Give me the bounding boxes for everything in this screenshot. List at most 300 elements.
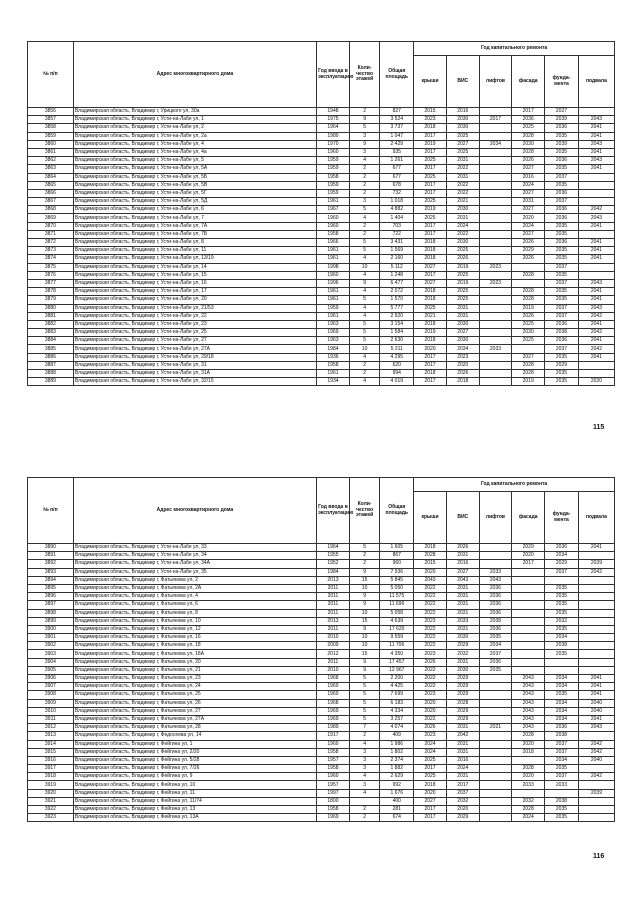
cell-area: 2 072 [380,288,414,296]
cell-facade: 2033 [512,781,545,789]
cell-lift: 2038 [479,617,512,625]
cell-area: 7 936 [380,568,414,576]
table-row [28,370,615,378]
cell-address: Владимирская область, Владимир г, Усти-на-Лабе ул, 5Б [73,173,316,181]
table-row [28,255,615,263]
cell-basement [578,806,614,814]
cell-vis: 2031 [446,593,479,601]
cell-lift [479,756,512,764]
cell-num: 3910 [28,707,74,715]
cell-basement: 2041 [578,296,614,304]
cell-year: 1917 [317,732,350,740]
cell-address: Владимирская область, Владимир г, Фатьянова ул, 20 [73,658,316,666]
cell-area: 1 404 [380,214,414,222]
cell-lift: 2035 [479,634,512,642]
table-row [28,806,615,814]
cell-basement: 2042 [578,206,614,214]
cell-address: Владимирская область, Владимир г, Усти-на-Лабе ул, 4а [73,148,316,156]
cell-basement [578,666,614,674]
cell-facade: 2025 [512,124,545,132]
cell-lift [479,560,512,568]
cell-basement [578,781,614,789]
cell-lift [479,230,512,238]
cell-lift [479,765,512,773]
cell-facade: 2029 [512,247,545,255]
cell-year: 1996 [317,279,350,287]
cell-year: 1984 [317,568,350,576]
cell-facade: 2043 [512,699,545,707]
cell-foundation: 2035 [545,181,579,189]
table-row [28,576,615,584]
cell-lift: 2036 [479,609,512,617]
cell-address: Владимирская область, Владимир г, Усти-на-Лабе ул, 2а [73,132,316,140]
cell-roof: 2019 [414,140,447,148]
cell-address: Владимирская область, Владимир г, Фейгина ул, 11 [73,789,316,797]
cell-address: Владимирская область, Владимир г, Фатьянова ул, 4 [73,593,316,601]
cell-num: 3892 [28,560,74,568]
cell-facade: 2031 [512,198,545,206]
col-vis-header: ВИС [446,56,479,108]
cell-basement [578,576,614,584]
cell-year: 1961 [317,247,350,255]
cell-floors: 9 [349,625,380,633]
cell-year: 1952 [317,560,350,568]
cell-foundation: 2035 [545,353,579,361]
cell-facade: 2043 [512,683,545,691]
cell-year: 1959 [317,165,350,173]
cell-address: Владимирская область, Владимир г, Фейгина ул, 13А [73,814,316,822]
col-year-header: Год ввода в эксплуатацию [317,478,350,544]
cell-roof: 2017 [414,230,447,238]
cell-roof: 2017 [414,361,447,369]
table-row [28,271,615,279]
cell-num: 3875 [28,263,74,271]
cell-foundation: 2035 [545,222,579,230]
cell-floors: 5 [349,699,380,707]
cell-facade: 2024 [512,181,545,189]
cell-num: 3895 [28,584,74,592]
table-row [28,320,615,328]
cell-area: 5 777 [380,304,414,312]
table-row [28,814,615,822]
cell-num: 3862 [28,157,74,165]
cell-floors: 5 [349,296,380,304]
cell-basement: 2043 [578,724,614,732]
cell-facade: 2027 [512,206,545,214]
cell-facade: 2025 [512,337,545,345]
cell-basement: 2041 [578,683,614,691]
cell-facade: 2043 [512,707,545,715]
cell-roof: 2025 [414,198,447,206]
cell-basement [578,181,614,189]
cell-basement: 2042 [578,312,614,320]
cell-lift: 2043 [479,576,512,584]
cell-address: Владимирская область, Владимир г, Фейгина ул, 9 [73,773,316,781]
cell-lift: 2021 [479,724,512,732]
cell-vis: 2037 [446,789,479,797]
cell-roof: 2043 [414,576,447,584]
cell-basement [578,108,614,116]
cell-year: 1969 [317,329,350,337]
cell-num: 3887 [28,361,74,369]
cell-num: 3920 [28,789,74,797]
cell-floors: 2 [349,806,380,814]
cell-vis: 2020 [446,806,479,814]
cell-address: Владимирская область, Владимир г, Фатьянова ул, 18 [73,642,316,650]
cell-facade [512,279,545,287]
cell-roof: 2021 [414,312,447,320]
cell-foundation: 2036 [545,189,579,197]
cell-basement: 2041 [578,239,614,247]
cell-area: 4 334 [380,707,414,715]
cell-year: 1969 [317,715,350,723]
cell-roof: 2022 [414,675,447,683]
cell-lift: 2036 [479,593,512,601]
table-body [28,108,615,386]
cell-vis: 2025 [446,247,479,255]
cell-num: 3904 [28,658,74,666]
cell-foundation: 2037 [545,748,579,756]
cell-address: Владимирская область, Владимир г, Усти-на-Лабе ул, 34А [73,560,316,568]
cell-year: 1959 [317,189,350,197]
cell-basement: 2042 [578,568,614,576]
cell-num: 3906 [28,675,74,683]
cell-num: 3867 [28,198,74,206]
cell-vis: 2031 [446,625,479,633]
cell-year: 2013 [317,617,350,625]
cell-roof: 2018 [414,544,447,552]
cell-roof: 2024 [414,740,447,748]
cell-foundation: 2035 [545,609,579,617]
table-row [28,756,615,764]
cell-year: 1958 [317,361,350,369]
cell-num: 3856 [28,108,74,116]
cell-address: Владимирская область, Владимир г, Фатьянова ул, 10 [73,617,316,625]
table-row [28,353,615,361]
cell-num: 3919 [28,781,74,789]
cell-roof: 2020 [414,789,447,797]
table-row [28,173,615,181]
cell-foundation: 2035 [545,625,579,633]
cell-basement: 2039 [578,560,614,568]
cell-roof: 2018 [414,288,447,296]
cell-vis: 2025 [446,271,479,279]
table-row [28,189,615,197]
cell-area: 677 [380,165,414,173]
cell-facade: 2043 [512,724,545,732]
cell-year: 1960 [317,222,350,230]
cell-area: 4 425 [380,683,414,691]
cell-year: 2011 [317,625,350,633]
cell-foundation: 2037 [545,304,579,312]
cell-foundation: 2037 [545,312,579,320]
cell-facade: 2020 [512,740,545,748]
cell-area: 4 019 [380,378,414,386]
cell-vis: 2029 [446,683,479,691]
cell-foundation: 2034 [545,699,579,707]
table-row [28,148,615,156]
cell-year: 1969 [317,814,350,822]
cell-address: Владимирская область, Владимир г, Усти-на-Лабе ул, 27 [73,337,316,345]
table-row [28,116,615,124]
cell-num: 3890 [28,544,74,552]
cell-area: 2 160 [380,255,414,263]
cell-foundation: 2035 [545,230,579,238]
cell-floors: 5 [349,707,380,715]
cell-facade [512,345,545,353]
cell-year: 1969 [317,707,350,715]
cell-foundation: 2035 [545,814,579,822]
cell-address: Владимирская область, Владимир г, Фатьянова ул, 12 [73,625,316,633]
cell-roof: 2017 [414,765,447,773]
cell-roof: 2018 [414,255,447,263]
cell-address: Владимирская область, Владимир г, Усти-на-Лабе ул, 15 [73,271,316,279]
cell-num: 3861 [28,148,74,156]
cell-address: Владимирская область, Владимир г, Фатьянова ул, 21 [73,666,316,674]
cell-foundation: 2038 [545,642,579,650]
table-row [28,724,615,732]
cell-foundation: 2035 [545,255,579,263]
cell-roof: 2022 [414,609,447,617]
cell-lift [479,189,512,197]
cell-roof: 2020 [414,707,447,715]
cell-address: Владимирская область, Владимир г, Усти-на-Лабе ул, 27А [73,345,316,353]
cell-basement [578,584,614,592]
cell-floors: 4 [349,255,380,263]
cell-address: Владимирская область, Владимир г, Усти-на-Лабе ул, 7А [73,222,316,230]
cell-lift [479,108,512,116]
cell-lift [479,353,512,361]
cell-floors [349,797,380,805]
cell-area: 5 050 [380,584,414,592]
cell-num: 3891 [28,552,74,560]
cell-address: Владимирская область, Владимир г, Усти-на-Лабе ул, 8 [73,239,316,247]
cell-vis: 2031 [446,609,479,617]
cell-vis: 2026 [446,544,479,552]
cell-floors: 4 [349,271,380,279]
cell-basement [578,361,614,369]
col-facade-header: фасада [512,56,545,108]
cell-floors: 2 [349,230,380,238]
cell-vis: 2031 [446,724,479,732]
cell-basement: 2042 [578,748,614,756]
cell-lift [479,288,512,296]
table-row [28,609,615,617]
cell-lift [479,814,512,822]
cell-roof: 2025 [414,214,447,222]
cell-area: 6 183 [380,699,414,707]
cell-floors: 15 [349,617,380,625]
col-address-header: Адрес многоквартирного дома [73,42,316,108]
cell-num: 3874 [28,255,74,263]
cell-lift [479,378,512,386]
cell-foundation: 2038 [545,732,579,740]
cell-vis: 2025 [446,288,479,296]
cell-roof: 2028 [414,552,447,560]
cell-num: 3888 [28,370,74,378]
cell-num: 3883 [28,329,74,337]
cell-address: Владимирская область, Владимир г, Усти-на-Лабе ул, 16 [73,279,316,287]
cell-vis: 2030 [446,124,479,132]
cell-num: 3903 [28,650,74,658]
cell-foundation: 2035 [545,765,579,773]
cell-num: 3908 [28,691,74,699]
cell-num: 3863 [28,165,74,173]
cell-foundation: 2035 [545,288,579,296]
table-row [28,304,615,312]
table-row [28,560,615,568]
cell-area: 4 074 [380,724,414,732]
cell-address: Владимирская область, Владимир г, Фейгина ул, 13 [73,806,316,814]
cell-num: 3860 [28,140,74,148]
cell-address: Владимирская область, Владимир г, Фейгина ул, 7/26 [73,765,316,773]
table-row [28,337,615,345]
cell-address: Владимирская область, Владимир г, Усти-на-Лабе ул, 5В [73,181,316,189]
cell-facade [512,263,545,271]
cell-roof: 2027 [414,797,447,805]
cell-roof: 2025 [414,173,447,181]
cell-basement [578,601,614,609]
cell-foundation: 2034 [545,707,579,715]
col-lift-header: лифтов [479,56,512,108]
cell-address: Владимирская область, Владимир г, Фатьянова ул, 28 [73,724,316,732]
cell-year: 1964 [317,544,350,552]
cell-num: 3918 [28,773,74,781]
cell-roof: 2023 [414,691,447,699]
cell-facade: 2028 [512,132,545,140]
cell-num: 3923 [28,814,74,822]
cell-area: 1 570 [380,296,414,304]
cell-vis: 2031 [446,658,479,666]
cell-foundation: 2035 [545,296,579,304]
cell-address: Владимирская область, Владимир г, Усти-на-Лабе ул, 22 [73,312,316,320]
table-row [28,296,615,304]
cell-address: Владимирская область, Владимир г, Усти-на-Лабе ул, 7Б [73,230,316,238]
cell-floors: 7 [349,724,380,732]
cell-vis: 2030 [446,116,479,124]
cell-facade: 2028 [512,732,545,740]
cell-facade: 2026 [512,239,545,247]
cell-vis: 2032 [446,650,479,658]
cell-address: Владимирская область, Владимир г, Фатьянова ул, 27 [73,707,316,715]
cell-floors: 5 [349,206,380,214]
cell-lift [479,748,512,756]
cell-address: Владимирская область, Владимир г, Усти-на-Лабе ул, 13/19 [73,255,316,263]
cell-lift [479,740,512,748]
cell-facade: 2026 [512,312,545,320]
cell-vis: 2043 [446,576,479,584]
cell-year: 1967 [317,206,350,214]
cell-foundation: 2036 [545,124,579,132]
cell-vis: 2025 [446,296,479,304]
cell-vis: 2019 [446,263,479,271]
cell-basement: 2042 [578,329,614,337]
cell-roof: 2017 [414,814,447,822]
cell-roof: 2025 [414,773,447,781]
cell-facade: 2027 [512,230,545,238]
cell-area: 4 350 [380,650,414,658]
cell-lift: 2034 [479,642,512,650]
cell-roof: 2023 [414,617,447,625]
table-row [28,165,615,173]
cell-facade: 2027 [512,189,545,197]
cell-year: 1959 [317,181,350,189]
cell-foundation: 2035 [545,650,579,658]
cell-num: 3893 [28,568,74,576]
cell-vis: 2029 [446,707,479,715]
cell-num: 3873 [28,247,74,255]
cell-address: Владимирская область, Владимир г, Фейгина ул, 11/74 [73,797,316,805]
cell-year: 1957 [317,756,350,764]
cell-floors: 15 [349,650,380,658]
cell-num: 3905 [28,666,74,674]
cell-floors: 9 [349,116,380,124]
cell-foundation [545,789,579,797]
cell-lift [479,544,512,552]
cell-basement: 2042 [578,773,614,781]
cell-facade [512,789,545,797]
cell-basement: 2042 [578,740,614,748]
cell-area: 1 248 [380,271,414,279]
cell-basement: 2041 [578,148,614,156]
cell-roof: 2025 [414,756,447,764]
cell-address: Владимирская область, Владимир г, Усти-на-Лабе ул, 23 [73,320,316,328]
cell-lift [479,304,512,312]
cell-vis: 2029 [446,715,479,723]
cell-area: 11 696 [380,601,414,609]
table-row [28,625,615,633]
cell-area: 11 706 [380,642,414,650]
cell-lift [479,214,512,222]
col-basement-header: подвала [578,492,614,544]
cell-year: 2012 [317,650,350,658]
cell-num: 3879 [28,296,74,304]
cell-floors: 3 [349,148,380,156]
cell-foundation: 2038 [545,797,579,805]
cell-num: 3897 [28,601,74,609]
cell-roof: 2017 [414,806,447,814]
cell-floors: 2 [349,560,380,568]
cell-facade: 2030 [512,140,545,148]
page-1-table [27,41,615,386]
table-row [28,361,615,369]
cell-roof: 2026 [414,724,447,732]
cell-basement: 2041 [578,544,614,552]
cell-year: 1955 [317,552,350,560]
cell-vis: 2031 [446,312,479,320]
cell-year: 1800 [317,797,350,805]
cell-foundation: 2036 [545,157,579,165]
cell-floors: 4 [349,288,380,296]
cell-year: 1961 [317,255,350,263]
cell-facade: 2028 [512,288,545,296]
cell-foundation: 2039 [545,140,579,148]
cell-foundation: 2034 [545,683,579,691]
col-roof-header: крыши [414,56,447,108]
cell-floors: 4 [349,789,380,797]
cell-year: 2010 [317,666,350,674]
cell-foundation: 2036 [545,206,579,214]
cell-roof: 2015 [414,560,447,568]
cell-num: 3880 [28,304,74,312]
cell-vis: 2016 [446,560,479,568]
cell-facade: 2028 [512,148,545,156]
cell-floors: 15 [349,576,380,584]
cell-year: 1984 [317,345,350,353]
cell-facade: 2019 [512,304,545,312]
cell-address: Владимирская область, Владимир г, Фатьянова ул, 24 [73,683,316,691]
table-row [28,568,615,576]
